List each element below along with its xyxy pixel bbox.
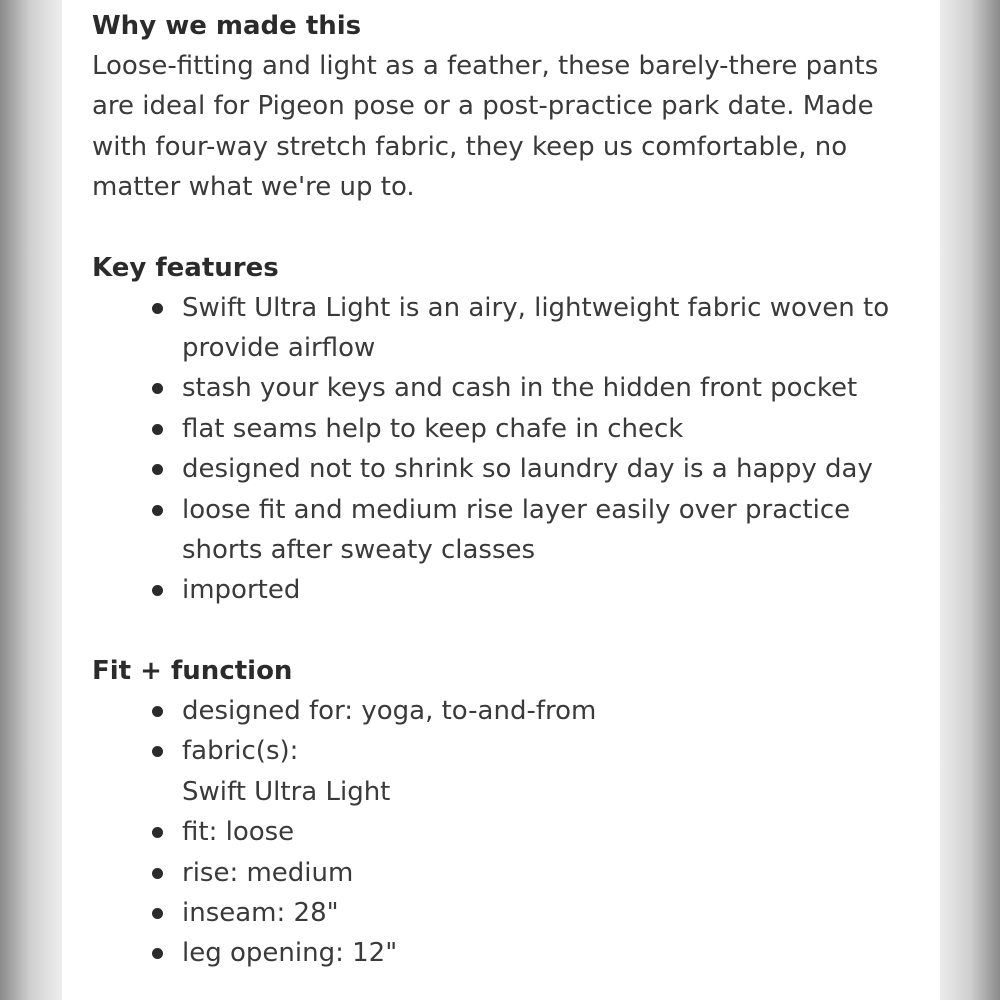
product-description-panel <box>62 0 940 1000</box>
key-feature-text: stash your keys and cash in the hidden front pocket <box>182 373 858 404</box>
why-text-line: with four-way stretch fabric, they keep us comfortable, no <box>92 131 848 162</box>
key-feature-text: flat seams help to keep chafe in check <box>182 413 684 444</box>
bullet-icon <box>152 908 163 919</box>
why-text-line: are ideal for Pigeon pose or a post-practice park date. Made <box>92 91 874 122</box>
why-we-made-this-heading: Why we made this <box>92 11 362 41</box>
key-feature-item <box>152 490 940 571</box>
key-feature-text: provide airflow <box>182 333 376 364</box>
fit-function-list <box>92 691 940 974</box>
key-feature-text: Swift Ultra Light is an airy, lightweight fabric woven to <box>182 292 890 323</box>
fit-function-text: fit: loose <box>182 817 295 848</box>
key-feature-item <box>152 449 940 489</box>
key-feature-item <box>152 570 940 610</box>
bullet-icon <box>152 585 163 596</box>
why-text-line: matter what we're up to. <box>92 172 415 203</box>
key-features-heading: Key features <box>92 252 279 283</box>
section-spacer <box>92 611 940 651</box>
fit-function-item <box>152 812 940 852</box>
key-feature-text: designed not to shrink so laundry day is a happy day <box>182 454 873 485</box>
fit-function-text: designed for: yoga, to-and-from <box>182 695 597 726</box>
fit-function-item <box>152 893 940 933</box>
why-we-made-this-text <box>92 46 940 208</box>
fit-function-text: fabric(s): <box>182 736 299 767</box>
fit-function-item <box>152 731 940 812</box>
section-spacer <box>92 208 940 248</box>
key-features-list <box>92 288 940 611</box>
fit-function-heading: Fit + function <box>92 655 293 686</box>
bullet-icon <box>152 827 163 838</box>
fit-function-item <box>152 691 940 731</box>
bullet-icon <box>152 303 163 314</box>
bullet-icon <box>152 505 163 516</box>
key-feature-text: shorts after sweaty classes <box>182 535 536 566</box>
bullet-icon <box>152 383 163 394</box>
key-feature-item <box>152 288 940 369</box>
bullet-icon <box>152 424 163 435</box>
key-feature-text: imported <box>182 575 301 606</box>
bullet-icon <box>152 706 163 717</box>
fit-function-text: inseam: 28" <box>182 897 339 928</box>
why-text-line: Loose-fitting and light as a feather, these barely-there pants <box>92 51 879 81</box>
fit-function-item <box>152 933 940 973</box>
fit-function-text: Swift Ultra Light <box>182 776 391 807</box>
bullet-icon <box>152 464 163 475</box>
bullet-icon <box>152 746 163 757</box>
bullet-icon <box>152 948 163 959</box>
fit-function-item <box>152 853 940 893</box>
key-feature-item <box>152 368 940 408</box>
fit-function-text: rise: medium <box>182 857 354 888</box>
fit-function-text: leg opening: 12" <box>182 938 398 969</box>
bullet-icon <box>152 868 163 879</box>
key-feature-text: loose fit and medium rise layer easily over practice <box>182 494 851 525</box>
key-feature-item <box>152 409 940 449</box>
